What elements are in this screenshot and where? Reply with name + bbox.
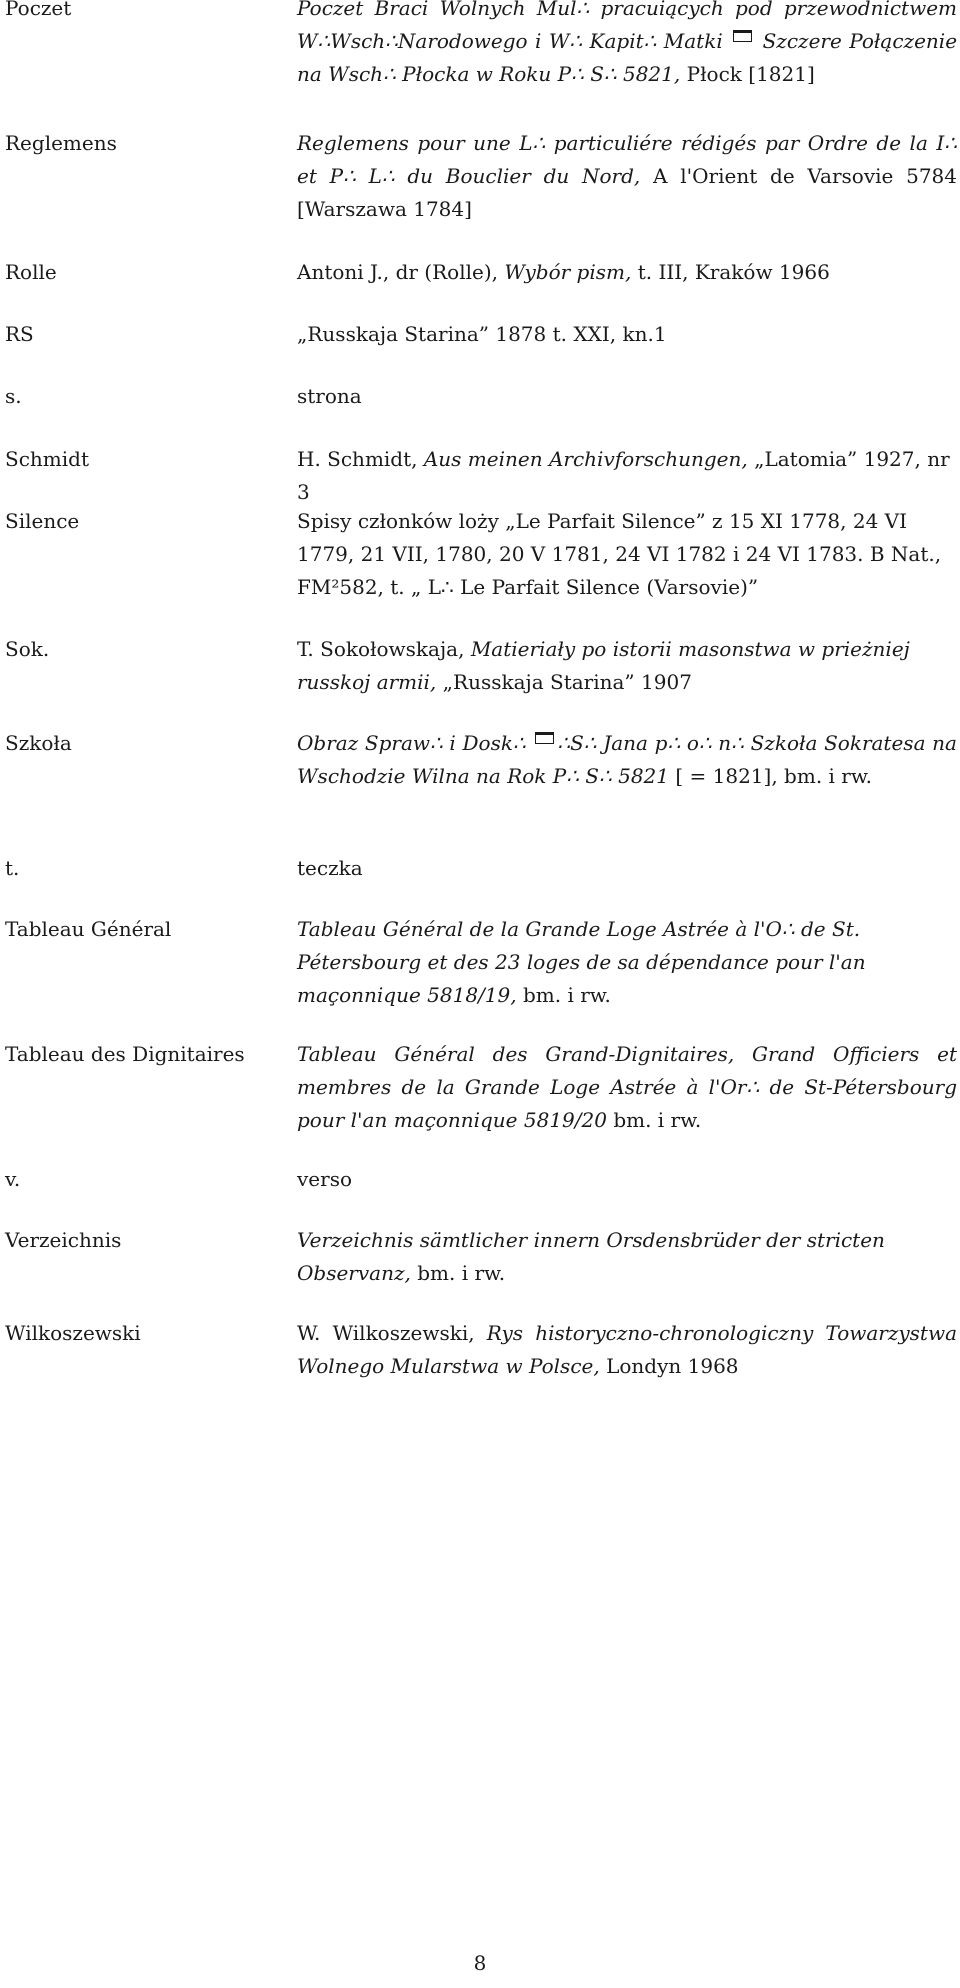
entry-abbreviation: Rolle bbox=[5, 260, 57, 284]
entry-description: verso bbox=[297, 1167, 352, 1191]
entry-description: H. Schmidt, Aus meinen Archivforschungen, „Latomia” 1927, nr 3 bbox=[297, 447, 950, 504]
entry-abbreviation: Tableau Général bbox=[5, 917, 172, 941]
entry-description: W. Wilkoszewski, Rys historyczno-chronologiczny Towarzystwa Wolnego Mularstwa w Polsce, Londyn 1968 bbox=[297, 1321, 958, 1378]
entry-abbreviation: Verzeichnis bbox=[5, 1228, 122, 1252]
entry-abbreviation: t. bbox=[5, 856, 20, 880]
entry-abbreviation: Tableau des Dignitaires bbox=[5, 1042, 245, 1066]
entry-description: „Russkaja Starina” 1878 t. XXI, kn.1 bbox=[297, 322, 667, 346]
entry-description: Spisy członków loży „Le Parfait Silence” z 15 XI 1778, 24 VI 1779, 21 VII, 1780, 20 V 1781, 24 VI 1782 i 24 VI 1783. B Nat., FM²582, t. „ L∴ Le Parfait Silence (Varsovie)” bbox=[297, 509, 942, 599]
entry-abbreviation: Sok. bbox=[5, 637, 50, 661]
entry-abbreviation: s. bbox=[5, 384, 22, 408]
masonic-square-symbol bbox=[733, 30, 752, 42]
entry-abbreviation: Wilkoszewski bbox=[5, 1321, 141, 1345]
entry-abbreviation: RS bbox=[5, 322, 34, 346]
entry-description: T. Sokołowskaja, Matieriały po istorii masonstwa w prieżniej russkoj armii, „Russkaja Starina” 1907 bbox=[297, 637, 910, 694]
entry-abbreviation: Schmidt bbox=[5, 447, 89, 471]
entry-abbreviation: v. bbox=[5, 1167, 21, 1191]
entry-description: Obraz Spraw∴ i Dosk∴ ∴S∴ Jana p∴ o∴ n∴ Szkoła Sokratesa na Wschodzie Wilna na Rok P∴ S∴ 5821 [ = 1821], bm. i rw. bbox=[297, 731, 957, 788]
entry-abbreviation: Reglemens bbox=[5, 131, 117, 155]
entry-description: Poczet Braci Wolnych Mul∴ pracuiących pod przewodnictwem W∴Wsch∴Narodowego i W∴ Kapit∴ Matki Szczere Połączenie na Wsch∴ Płocka w Roku P∴ S∴ 5821, Płock [1821] bbox=[297, 0, 958, 86]
entry-abbreviation: Silence bbox=[5, 509, 80, 533]
entry-description: Reglemens pour une L∴ particuliére rédigés par Ordre de la I∴ et P∴ L∴ du Bouclier du Nord, A l'Orient de Varsovie 5784 [Warszawa 1784] bbox=[297, 131, 958, 221]
entry-description: Tableau Général des Grand-Dignitaires, Grand Officiers et membres de la Grande Loge Astrée à l'Or∴ de St-Pétersbourg pour l'an maçonnique 5819/20 bm. i rw. bbox=[297, 1042, 957, 1132]
entry-description: strona bbox=[297, 384, 362, 408]
masonic-square-symbol bbox=[535, 732, 554, 744]
entry-description: Antoni J., dr (Rolle), Wybór pism, t. III, Kraków 1966 bbox=[297, 260, 830, 284]
entry-description: Verzeichnis sämtlicher innern Orsdensbrüder der stricten Observanz, bm. i rw. bbox=[297, 1228, 885, 1285]
entry-description: Tableau Général de la Grande Loge Astrée à l'O∴ de St. Pétersbourg et des 23 loges de sa dépendance pour l'an maçonnique 5818/19, bm. i rw. bbox=[297, 917, 866, 1007]
entry-description: teczka bbox=[297, 856, 363, 880]
page-number: 8 bbox=[473, 1951, 487, 1975]
entry-abbreviation: Szkoła bbox=[5, 731, 72, 755]
entry-abbreviation: Poczet bbox=[5, 0, 72, 20]
